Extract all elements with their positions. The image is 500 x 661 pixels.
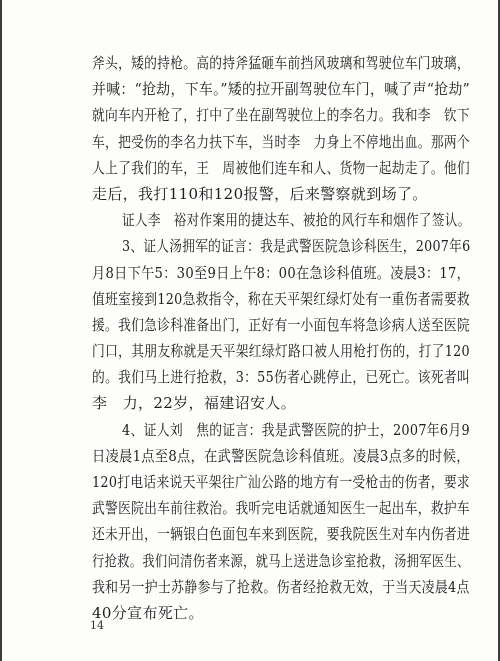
text-line: 日凌晨1点至8点，在武警医院急诊科值班。凌晨3点多的时候， bbox=[92, 447, 470, 465]
scan-left-edge bbox=[0, 0, 2, 661]
text-line: 证人李 裕对作案用的捷达车、被抢的风行车和烟作了签认。 bbox=[122, 211, 471, 229]
text-line: 的。我们马上进行抢救，3：55伤者心跳停止，已死亡。该死者叫 bbox=[92, 368, 470, 386]
text-line: 120打电话来说天平架往广汕公路的地方有一受枪击的伤者，要求 bbox=[92, 473, 470, 491]
text-line: 人上了我们的车，王 周被他们连车和人、货物一起劫走了。他们 bbox=[92, 159, 470, 177]
text-line: 就向车内开枪了，打中了坐在副驾驶位上的李名力。我和李 钦下 bbox=[92, 106, 470, 124]
text-line: 月8日下午5：30至9日上午8：00在急诊科值班。凌晨3：17， bbox=[92, 264, 471, 282]
text-line: 40分宣布死亡。 bbox=[92, 604, 204, 622]
text-line: 3、证人汤拥军的证言：我是武警医院急诊科医生，2007年6 bbox=[122, 237, 471, 255]
text-line: 值班室接到120急救指令，称在天平架红绿灯处有一重伤者需要救 bbox=[92, 290, 470, 308]
text-line: 4、证人刘 焦的证言：我是武警医院的护士，2007年6月9 bbox=[122, 421, 470, 439]
text-line: 行抢救。我们问清伤者来源，就马上送进急诊室抢救，汤拥军医生、 bbox=[92, 552, 470, 570]
page-number: 14 bbox=[90, 619, 104, 632]
text-line: 李 力，22岁，福建诏安人。 bbox=[92, 394, 296, 412]
text-line: 援。我们急诊科准备出门，正好有一小面包车将急诊病人送至医院 bbox=[92, 316, 470, 334]
text-line: 我和另一护士苏静参与了抢救。伤者经抢救无效，于当天凌晨4点 bbox=[92, 578, 470, 596]
text-line: 并喊：“抢劫，下车。”矮的拉开副驾驶位车门，喊了声“抢劫” bbox=[92, 80, 471, 98]
text-line: 武警医院出车前往救治。我听完电话就通知医生一起出车，救护车 bbox=[92, 499, 470, 517]
text-line: 走后，我打110和120报警，后来警察就到场了。 bbox=[92, 185, 428, 203]
text-line: 还未开出，一辆银白色面包车来到医院，要我院医生对车内伤者进 bbox=[92, 525, 470, 543]
text-line: 车，把受伤的李名力扶下车，当时李 力身上不停地出血。那两个 bbox=[92, 133, 470, 151]
text-line: 斧头，矮的持枪。高的持斧猛砸车前挡风玻璃和驾驶位车门玻璃， bbox=[92, 54, 470, 72]
text-line: 门口，其朋友称就是天平架红绿灯路口被人用枪打伤的，打了120 bbox=[92, 342, 470, 360]
